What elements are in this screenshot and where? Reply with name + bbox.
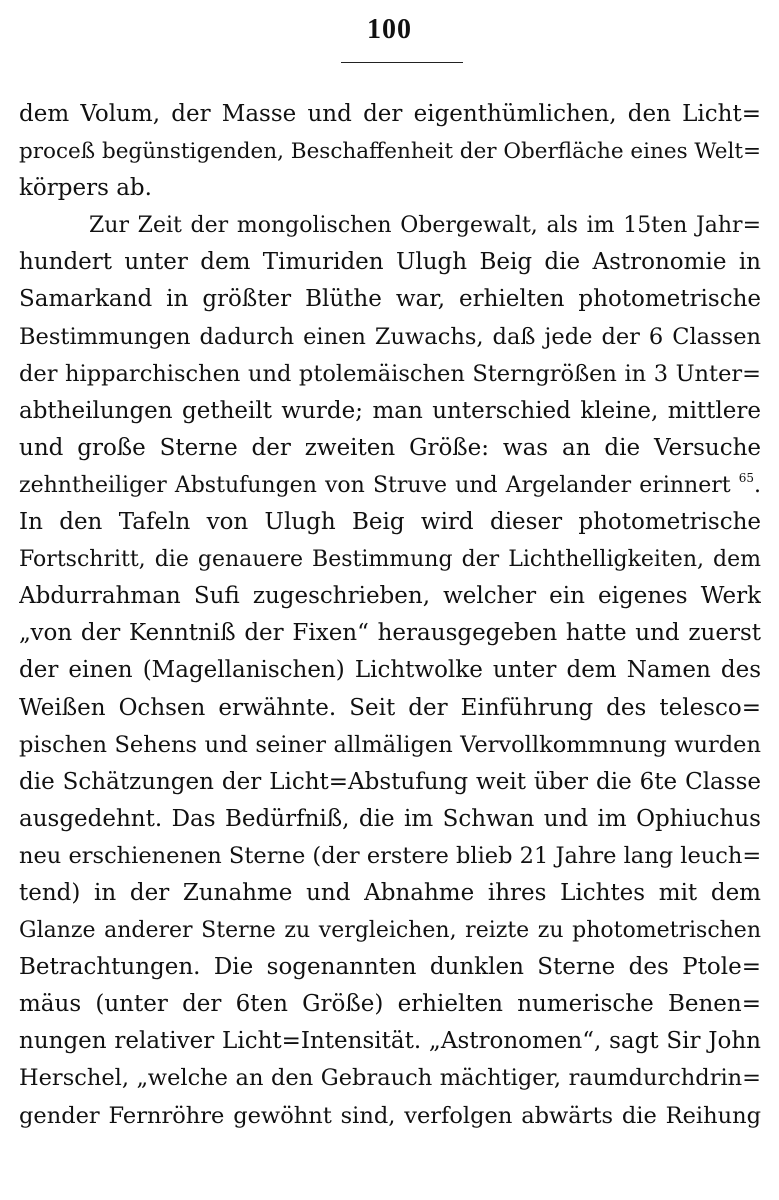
- line-text: Betrachtungen. Die sogenannten dunklen Sterne des Ptole=: [19, 954, 761, 981]
- text-line: [19, 541, 761, 578]
- text-line: [19, 875, 761, 912]
- text-line: [19, 949, 761, 986]
- page-number: 100: [367, 14, 412, 45]
- line-text: In den Tafeln von Ulugh Beig wird dieser photometrische: [19, 509, 761, 536]
- text-line: [19, 244, 761, 281]
- line-text: „von der Kenntniß der Fixen“ herausgegeben hatte und zuerst: [19, 620, 761, 647]
- text-line: [19, 838, 761, 875]
- text-line: [19, 764, 761, 801]
- text-line: zehntheiliger Abstufungen von Struve und Argelander erinnert $^{65}$.: [19, 470, 761, 498]
- line-text: zehntheiliger Abstufungen von Struve und Argelander erinnert: [19, 472, 731, 498]
- line-text: und große Sterne der zweiten Größe: was an die Versuche: [19, 434, 761, 461]
- line-text: nungen relativer Licht=Intensität. „Astronomen“, sagt Sir John: [19, 1028, 761, 1055]
- text-line: [19, 801, 761, 838]
- text-line: [19, 690, 761, 727]
- line-text: hundert unter dem Timuriden Ulugh Beig die Astronomie in: [19, 249, 761, 276]
- text-line: [19, 430, 761, 467]
- line-text: tend) in der Zunahme und Abnahme ihres Lichtes mit dem: [19, 879, 761, 906]
- text-line: [19, 1023, 761, 1060]
- header-rule: [341, 62, 463, 63]
- text-line: [19, 912, 761, 949]
- text-line: [19, 393, 761, 430]
- text-line: [19, 727, 761, 764]
- text-line: [19, 578, 761, 615]
- line-text: Zur Zeit der mongolischen Obergewalt, als im 15ten Jahr=: [89, 213, 761, 239]
- text-line: [19, 133, 761, 170]
- line-text: der hipparchischen und ptolemäischen Sterngrößen in 3 Unter=: [19, 360, 761, 387]
- text-line: [19, 504, 761, 541]
- text-line: [19, 96, 761, 133]
- text-line: [19, 1098, 761, 1135]
- line-text: ausgedehnt. Das Bedürfniß, die im Schwan und im Ophiuchus: [19, 805, 761, 832]
- line-text: körpers ab.: [19, 175, 152, 202]
- line-text: der einen (Magellanischen) Lichtwolke unter dem Namen des: [19, 657, 761, 684]
- line-text: Bestimmungen dadurch einen Zuwachs, daß jede der 6 Classen: [19, 323, 761, 350]
- line-text: Fortschritt, die genauere Bestimmung der Lichthelligkeiten, dem: [19, 547, 761, 573]
- line-text: Weißen Ochsen erwähnte. Seit der Einführung des telesco=: [19, 694, 761, 721]
- text-line: [19, 986, 761, 1023]
- line-text: die Schätzungen der Licht=Abstufung weit über die 6te Classe: [19, 768, 761, 795]
- line-text: proceß begünstigenden, Beschaffenheit der Oberfläche eines Welt=: [19, 139, 761, 165]
- body-text: [19, 96, 761, 1135]
- footnote-marker: 65: [738, 470, 754, 485]
- text-line: [19, 207, 761, 244]
- text-line: [19, 615, 761, 652]
- line-text: abtheilungen getheilt wurde; man unterschied kleine, mittlere: [19, 397, 761, 424]
- text-line: [19, 319, 761, 356]
- text-line: [19, 281, 761, 318]
- line-text: gender Fernröhre gewöhnt sind, verfolgen abwärts die Reihung: [19, 1102, 761, 1129]
- text-line: [19, 652, 761, 689]
- line-text: Glanze anderer Sterne zu vergleichen, reizte zu photometrischen: [19, 918, 761, 944]
- line-text: mäus (unter der 6ten Größe) erhielten numerische Benen=: [19, 991, 761, 1018]
- text-line: [19, 356, 761, 393]
- text-line: [19, 170, 761, 207]
- line-text: neu erschienenen Sterne (der erstere blieb 21 Jahre lang leuch=: [19, 842, 761, 869]
- line-text: Samarkand in größter Blüthe war, erhielten photometrische: [19, 286, 761, 313]
- line-text: pischen Sehens und seiner allmäligen Vervollkommnung wurden: [19, 731, 761, 758]
- text-line: [19, 1060, 761, 1097]
- line-text: Abdurrahman Sufi zugeschrieben, welcher ein eigenes Werk: [19, 583, 761, 610]
- line-text: dem Volum, der Masse und der eigenthümlichen, den Licht=: [19, 101, 761, 127]
- line-text: Herschel, „welche an den Gebrauch mächtiger, raumdurchdrin=: [19, 1065, 761, 1092]
